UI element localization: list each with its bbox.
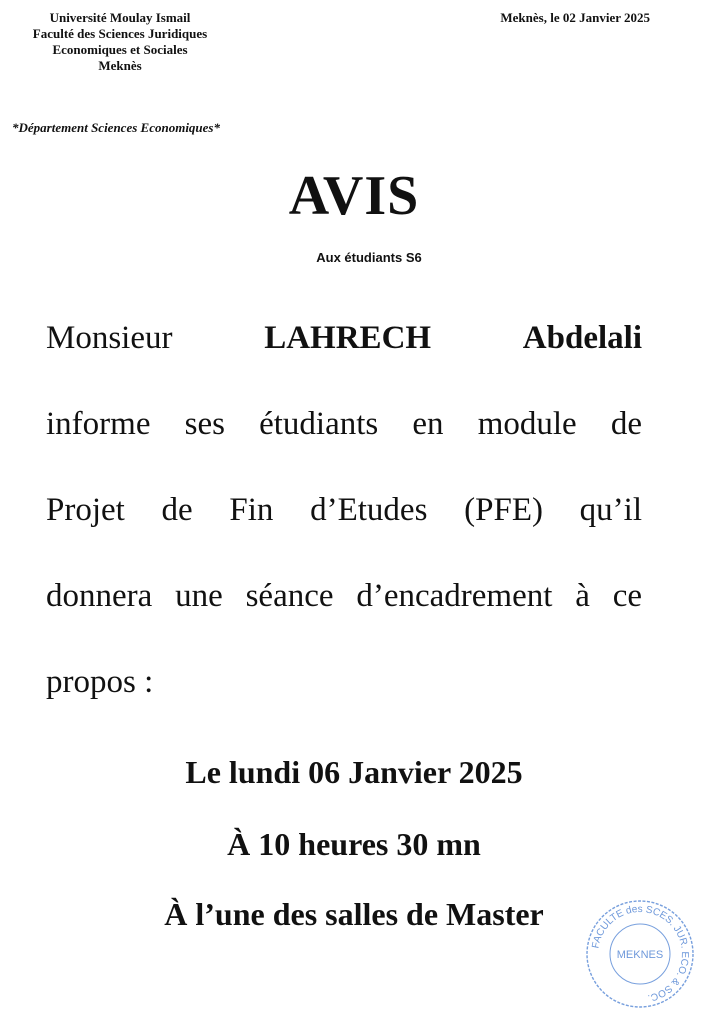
department-label: *Département Sciences Economiques*: [12, 120, 220, 135]
salutation: Monsieur: [46, 320, 173, 356]
session-day: Le lundi 06 Janvier 2025: [185, 754, 523, 790]
document-date: Meknès, le 02 Janvier 2025: [500, 10, 650, 25]
institution-line: Meknès: [98, 58, 142, 73]
faculty-stamp: [584, 898, 696, 1010]
institution-line: Faculté des Sciences Juridiques: [32, 26, 208, 41]
institution-line: Economiques et Sociales: [52, 42, 188, 57]
professor-firstname: Abdelali: [522, 320, 642, 356]
institution-line: Université Moulay Ismail: [49, 10, 191, 25]
body-line-4: donnera une séance d’encadrement à ce: [46, 578, 642, 614]
body-line-3: Projet de Fin d’Etudes (PFE) qu’il: [46, 492, 642, 528]
body-line-1: [46, 318, 642, 358]
notice-subtitle: Aux étudiants S6: [316, 250, 422, 265]
institution-header: [0, 10, 240, 74]
session-time: À 10 heures 30 mn: [227, 826, 481, 862]
stamp-seal-icon: [584, 898, 696, 1010]
notice-title: AVIS: [288, 165, 420, 227]
session-place: À l’une des salles de Master: [164, 896, 544, 932]
professor-lastname: LAHRECH: [264, 320, 432, 356]
stamp-ring-text: FACULTE des SCES. JUR. ECO. & SOC.: [590, 903, 691, 1004]
body-line-5: propos :: [46, 664, 154, 700]
body-line-2: informe ses étudiants en module de: [46, 406, 642, 442]
stamp-center-text: MEKNES: [616, 949, 664, 961]
